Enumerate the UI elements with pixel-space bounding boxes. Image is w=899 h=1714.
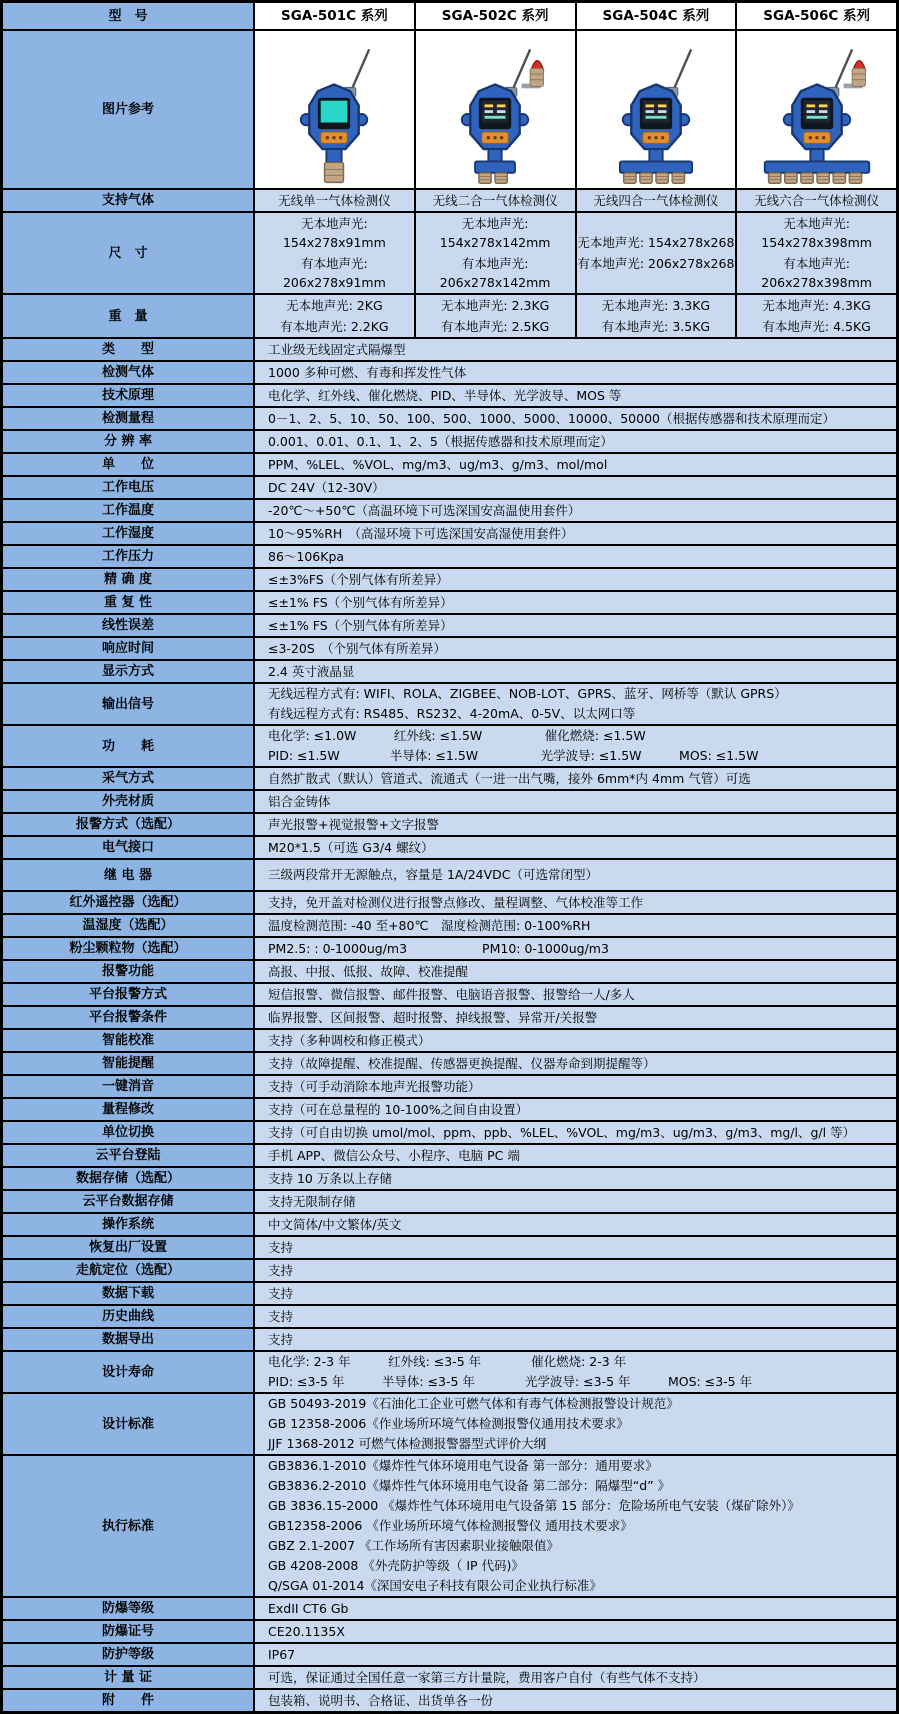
value-line: 无线远程方式有: WIFI、ROLA、ZIGBEE、NOB-LOT、GPRS、蓝牙、网桥等（默认 GPRS） — [268, 686, 787, 701]
spec-row-label: 防护等级 — [3, 1644, 253, 1665]
spec-row-value — [253, 684, 896, 724]
spec-row — [3, 659, 896, 682]
spec-row-value — [253, 938, 896, 959]
spec-row-value — [253, 1122, 896, 1143]
value-line: 高报、中报、低报、故障、校准提醒 — [268, 963, 469, 979]
value-line: CE20.1135X — [268, 1623, 345, 1639]
value-line: ExdII CT6 Gb — [268, 1600, 349, 1616]
spec-row — [3, 1304, 896, 1327]
spec-row-value — [253, 1214, 896, 1235]
value-line: GB12358-2006 《作业场所环境气体检测报警仪 通用技术要求》 — [268, 1518, 633, 1533]
spec-row — [3, 766, 896, 789]
table-header-row — [3, 3, 896, 29]
spec-row — [3, 1120, 896, 1143]
spec-row — [3, 724, 896, 766]
value-line: GB3836.2-2010《爆炸性气体环境用电气设备 第二部分：隔爆型“d” 》 — [268, 1478, 671, 1493]
grid-row — [3, 211, 896, 293]
value-line: 短信报警、微信报警、邮件报警、电脑语音报警、报警给一人/多人 — [268, 986, 635, 1002]
value-line: IP67 — [268, 1646, 296, 1662]
value-line: PID: ≤1.5W 半导体: ≤1.5W 光学波导: ≤1.5W MOS: ≤1.5W — [268, 748, 759, 763]
value-line: 有本地声光: 206x278x398mm — [761, 256, 872, 290]
grid-row-cell — [735, 213, 896, 293]
value-line: 可选，保证通过全国任意一家第三方计量院，费用客户自付（有些气体不支持） — [268, 1669, 706, 1685]
spec-row-value — [253, 569, 896, 590]
spec-row-value — [253, 1237, 896, 1258]
model-header-1: SGA-502C 系列 — [414, 3, 575, 29]
spec-row-value — [253, 523, 896, 544]
value-line: 手机 APP、微信公众号、小程序、电脑 PC 端 — [268, 1147, 520, 1163]
spec-row — [3, 475, 896, 498]
value-line: 支持（可在总量程的 10-100%之间自由设置） — [268, 1101, 529, 1117]
spec-row — [3, 1005, 896, 1028]
spec-row-label: 温湿度（选配） — [3, 915, 253, 936]
grid-row-cell — [253, 295, 414, 337]
value-line: 无本地声光: 3.3KG — [601, 298, 711, 313]
value-line: 有本地声光: 206x278x142mm — [439, 256, 551, 290]
spec-row-value — [253, 1283, 896, 1304]
grid-row-cell — [575, 295, 736, 337]
spec-row — [3, 789, 896, 812]
spec-row-label: 操作系统 — [3, 1214, 253, 1235]
grid-row-label: 重 量 — [3, 295, 253, 337]
value-line: 1000 多种可燃、有毒和挥发性气体 — [268, 364, 467, 380]
model-header-3: SGA-506C 系列 — [735, 3, 896, 29]
spec-row — [3, 1212, 896, 1235]
value-line: GBZ 2.1-2007 《工作场所有害因素职业接触限值》 — [268, 1538, 559, 1553]
spec-row-value — [253, 592, 896, 613]
value-line: 有本地声光: 206x278x91mm — [282, 256, 386, 290]
spec-row-label: 线性误差 — [3, 615, 253, 636]
spec-row-value — [253, 726, 896, 766]
spec-row — [3, 337, 896, 360]
spec-row — [3, 890, 896, 913]
spec-row — [3, 1097, 896, 1120]
value-line: 包装箱、说明书、合格证、出货单各一份 — [268, 1692, 494, 1708]
spec-row-label: 平台报警方式 — [3, 984, 253, 1005]
value-line: 无本地声光: 154x278x91mm — [282, 216, 386, 250]
value-line: PPM、%LEL、%VOL、mg/m3、ug/m3、g/m3、mol/mol — [268, 456, 608, 472]
spec-row — [3, 936, 896, 959]
value-line: 无线二合一气体检测仪 — [432, 193, 558, 208]
spec-row-label: 报警功能 — [3, 961, 253, 982]
spec-row — [3, 1665, 896, 1688]
spec-row — [3, 1074, 896, 1097]
value-line: 支持（可手动消除本地声光报警功能） — [268, 1078, 481, 1094]
value-line: 支持 — [268, 1331, 294, 1347]
spec-row — [3, 1189, 896, 1212]
value-line: 无本地声光: 2KG — [286, 298, 383, 313]
spec-row-label: 执行标准 — [3, 1456, 253, 1596]
value-line: 无线六合一气体检测仪 — [754, 193, 880, 208]
grid-row — [3, 293, 896, 337]
model-header-0: SGA-501C 系列 — [253, 3, 414, 29]
spec-row — [3, 1454, 896, 1596]
spec-row-value — [253, 385, 896, 406]
spec-row-label: 历史曲线 — [3, 1306, 253, 1327]
spec-row-value — [253, 768, 896, 789]
spec-row-label: 设计寿命 — [3, 1352, 253, 1392]
spec-row-label: 恢复出厂设置 — [3, 1237, 253, 1258]
value-line: 86～106Kpa — [268, 548, 345, 564]
spec-row-label: 采气方式 — [3, 768, 253, 789]
spec-row-label: 防爆证号 — [3, 1621, 253, 1642]
spec-row-label: 工作压力 — [3, 546, 253, 567]
value-line: 支持（故障提醒、校准提醒、传感器更换提醒、仪器寿命到期提醒等） — [268, 1055, 656, 1071]
value-line: 支持 — [268, 1262, 294, 1278]
value-line: ≤±1% FS（个别气体有所差异） — [268, 594, 453, 610]
value-line: 无本地声光: 2.3KG — [440, 298, 550, 313]
spec-row-label: 检测量程 — [3, 408, 253, 429]
value-line: 无本地声光: 154x278x268 — [577, 235, 735, 250]
spec-row-value — [253, 837, 896, 858]
spec-row — [3, 812, 896, 835]
image-row-label: 图片参考 — [3, 31, 253, 188]
spec-row-label: 工作温度 — [3, 500, 253, 521]
value-line: 临界报警、区间报警、超时报警、掉线报警、异常开/关报警 — [268, 1009, 598, 1025]
spec-row — [3, 1642, 896, 1665]
spec-row-value — [253, 1030, 896, 1051]
spec-row — [3, 544, 896, 567]
model-header-label: 型 号 — [3, 3, 253, 29]
spec-row — [3, 1051, 896, 1074]
spec-row-label: 检测气体 — [3, 362, 253, 383]
spec-row-value — [253, 408, 896, 429]
spec-row-value — [253, 454, 896, 475]
spec-row-value — [253, 500, 896, 521]
spec-row-label: 一键消音 — [3, 1076, 253, 1097]
spec-row-value — [253, 1394, 896, 1454]
spec-row — [3, 1258, 896, 1281]
spec-row — [3, 1281, 896, 1304]
spec-row-label: 云平台数据存储 — [3, 1191, 253, 1212]
grid-row-cell — [735, 295, 896, 337]
value-line: ≤±1% FS（个别气体有所差异） — [268, 617, 453, 633]
grid-row-cell — [735, 190, 896, 211]
value-line: 有本地声光: 2.2KG — [280, 319, 389, 334]
spec-row-label: 计 量 证 — [3, 1667, 253, 1688]
spec-row-label: 重 复 性 — [3, 592, 253, 613]
spec-row — [3, 982, 896, 1005]
value-line: GB 50493-2019《石油化工企业可燃气体和有毒气体检测报警设计规范》 — [268, 1396, 679, 1411]
spec-row-value — [253, 431, 896, 452]
spec-row-label: 数据下载 — [3, 1283, 253, 1304]
value-line: 支持无限制存储 — [268, 1193, 356, 1209]
spec-row — [3, 959, 896, 982]
grid-row-cell — [253, 213, 414, 293]
spec-row-value — [253, 814, 896, 835]
spec-row-label: 云平台登陆 — [3, 1145, 253, 1166]
spec-row-value — [253, 1260, 896, 1281]
spec-row-label: 防爆等级 — [3, 1598, 253, 1619]
image-reference-row — [3, 29, 896, 188]
spec-row-label: 精 确 度 — [3, 569, 253, 590]
spec-row-label: 响应时间 — [3, 638, 253, 659]
value-line: 电化学: 2-3 年 红外线: ≤3-5 年 催化燃烧: 2-3 年 — [268, 1354, 627, 1369]
value-line: 支持，免开盖对检测仪进行报警点修改、量程调整、气体校准等工作 — [268, 894, 644, 910]
value-line: DC 24V（12-30V） — [268, 479, 385, 495]
value-line: Q/SGA 01-2014《深国安电子科技有限公司企业执行标准》 — [268, 1578, 602, 1593]
spec-row-label: 平台报警条件 — [3, 1007, 253, 1028]
value-line: 支持（多种调校和修正模式） — [268, 1032, 431, 1048]
grid-row-cell — [414, 295, 575, 337]
grid-row-cell — [253, 190, 414, 211]
spec-row-value — [253, 339, 896, 360]
value-line: 支持 — [268, 1239, 294, 1255]
value-line: 无本地声光: 154x278x398mm — [761, 216, 872, 250]
value-line: ≤3-20S （个别气体有所差异） — [268, 640, 447, 656]
value-line: 无本地声光: 4.3KG — [762, 298, 871, 313]
spec-row-label: 电气接口 — [3, 837, 253, 858]
spec-row — [3, 590, 896, 613]
spec-row — [3, 567, 896, 590]
spec-row-value — [253, 1191, 896, 1212]
spec-row-label: 工作电压 — [3, 477, 253, 498]
spec-row-value — [253, 1099, 896, 1120]
spec-row — [3, 406, 896, 429]
value-line: 支持（可自由切换 umol/mol、ppm、ppb、%LEL、%VOL、mg/m3、ug/m3、g/m3、mg/l、g/l 等） — [268, 1124, 856, 1140]
value-line: 10～95%RH （高湿环境下可选深国安高湿使用套件） — [268, 525, 574, 541]
value-line: 声光报警+视觉报警+文字报警 — [268, 816, 439, 832]
spec-row-label: 单 位 — [3, 454, 253, 475]
sga-504c-detector-image — [575, 31, 736, 188]
spec-row-value — [253, 615, 896, 636]
spec-row-label: 走航定位（选配） — [3, 1260, 253, 1281]
grid-row-cell — [414, 190, 575, 211]
spec-row-value — [253, 1145, 896, 1166]
spec-row-label: 智能校准 — [3, 1030, 253, 1051]
value-line: 支持 — [268, 1308, 294, 1324]
value-line: 温度检测范围: -40 至+80℃ 湿度检测范围: 0-100%RH — [268, 917, 591, 933]
value-line: M20*1.5（可选 G3/4 螺纹） — [268, 839, 434, 855]
spec-row-value — [253, 546, 896, 567]
value-line: 支持 10 万条以上存储 — [268, 1170, 392, 1186]
spec-row-label: 量程修改 — [3, 1099, 253, 1120]
spec-row — [3, 360, 896, 383]
spec-row-label: 设计标准 — [3, 1394, 253, 1454]
spec-row — [3, 521, 896, 544]
spec-row-value — [253, 1076, 896, 1097]
spec-row-value — [253, 1306, 896, 1327]
value-line: GB 3836.15-2000 《爆炸性气体环境用电气设备第 15 部分：危险场所电气安装（煤矿除外）》 — [268, 1498, 800, 1513]
grid-row-label: 尺 寸 — [3, 213, 253, 293]
value-line: PID: ≤3-5 年 半导体: ≤3-5 年 光学波导: ≤3-5 年 MOS: ≤3-5 年 — [268, 1374, 753, 1389]
spec-row — [3, 1619, 896, 1642]
spec-row-value — [253, 984, 896, 1005]
value-line: 铝合金铸体 — [268, 793, 331, 809]
spec-row — [3, 498, 896, 521]
spec-row-label: 单位切换 — [3, 1122, 253, 1143]
value-line: 2.4 英寸液晶显 — [268, 663, 355, 679]
spec-row-label: 红外遥控器（选配） — [3, 892, 253, 913]
value-line: 有线远程方式有: RS485、RS232、4-20mA、0-5V、以太网口等 — [268, 706, 636, 721]
spec-row-label: 继 电 器 — [3, 860, 253, 890]
spec-row — [3, 1327, 896, 1350]
spec-row-label: 报警方式（选配） — [3, 814, 253, 835]
sga-501c-detector-image — [253, 31, 414, 188]
value-line: 支持 — [268, 1285, 294, 1301]
spec-row — [3, 1350, 896, 1392]
spec-row-value — [253, 1329, 896, 1350]
spec-row-value — [253, 1007, 896, 1028]
grid-row-cell — [575, 213, 736, 293]
spec-row-value — [253, 638, 896, 659]
spec-row-value — [253, 915, 896, 936]
value-line: JJF 1368-2012 可燃气体检测报警器型式评价大纲 — [268, 1436, 547, 1451]
spec-row-label: 数据导出 — [3, 1329, 253, 1350]
spec-row-label: 功 耗 — [3, 726, 253, 766]
spec-row-label: 粉尘颗粒物（选配） — [3, 938, 253, 959]
grid-row-cell — [575, 190, 736, 211]
value-line: -20℃～+50℃（高温环境下可选深国安高温使用套件） — [268, 502, 581, 518]
spec-row — [3, 682, 896, 724]
value-line: 有本地声光: 206x278x268 — [577, 256, 735, 271]
spec-row-label: 工作湿度 — [3, 523, 253, 544]
spec-row — [3, 1143, 896, 1166]
spec-row-value — [253, 1644, 896, 1665]
spec-row — [3, 452, 896, 475]
spec-row-value — [253, 791, 896, 812]
spec-row-value — [253, 1690, 896, 1711]
value-line: 有本地声光: 3.5KG — [601, 319, 711, 334]
spec-row — [3, 1235, 896, 1258]
value-line: GB3836.1-2010《爆炸性气体环境用电气设备 第一部分：通用要求》 — [268, 1458, 658, 1473]
value-line: 中文简体/中文繁体/英文 — [268, 1216, 402, 1232]
spec-row-value — [253, 892, 896, 913]
spec-row — [3, 835, 896, 858]
spec-row-label: 技术原理 — [3, 385, 253, 406]
sga-506c-detector-image — [735, 31, 896, 188]
spec-row-value — [253, 961, 896, 982]
value-line: 工业级无线固定式隔爆型 — [268, 341, 406, 357]
spec-row-value — [253, 1456, 896, 1596]
spec-row-label: 智能提醒 — [3, 1053, 253, 1074]
spec-row — [3, 858, 896, 890]
spec-row — [3, 913, 896, 936]
value-line: 有本地声光: 2.5KG — [440, 319, 550, 334]
spec-row-label: 分 辨 率 — [3, 431, 253, 452]
spec-row-value — [253, 1667, 896, 1688]
spec-row — [3, 1596, 896, 1619]
spec-row — [3, 636, 896, 659]
value-line: 0.001、0.01、0.1、1、2、5（根据传感器和技术原理而定） — [268, 433, 613, 449]
value-line: GB 12358-2006《作业场所环境气体检测报警仪通用技术要求》 — [268, 1416, 629, 1431]
spec-row — [3, 1392, 896, 1454]
value-line: 无线四合一气体检测仪 — [593, 193, 719, 208]
value-line: 无本地声光: 154x278x142mm — [439, 216, 551, 250]
spec-row-value — [253, 661, 896, 682]
spec-row-value — [253, 1598, 896, 1619]
spec-row-value — [253, 1621, 896, 1642]
grid-row — [3, 188, 896, 211]
spec-row — [3, 1166, 896, 1189]
spec-row-label: 附 件 — [3, 1690, 253, 1711]
value-line: 0－1、2、5、10、50、100、500、1000、5000、10000、50000（根据传感器和技术原理而定） — [268, 410, 835, 426]
sga-502c-detector-image — [414, 31, 575, 188]
model-header-2: SGA-504C 系列 — [575, 3, 736, 29]
spec-row-label: 显示方式 — [3, 661, 253, 682]
spec-row — [3, 1028, 896, 1051]
value-line: 有本地声光: 4.5KG — [762, 319, 871, 334]
spec-row-label: 数据存储（选配） — [3, 1168, 253, 1189]
grid-row-label: 支持气体 — [3, 190, 253, 211]
value-line: GB 4208-2008 《外壳防护等级（ IP 代码)》 — [268, 1558, 524, 1573]
value-line: 电化学: ≤1.0W 红外线: ≤1.5W 催化燃烧: ≤1.5W — [268, 728, 646, 743]
value-line: 自然扩散式（默认）管道式、流通式（一进一出气嘴，接外 6mm*内 4mm 气管）可选 — [268, 770, 751, 786]
value-line: 三级两段常开无源触点，容量是 1A/24VDC（可选常闭型） — [268, 867, 598, 882]
grid-row-cell — [414, 213, 575, 293]
spec-row — [3, 383, 896, 406]
spec-row-value — [253, 1168, 896, 1189]
spec-row-value — [253, 860, 896, 890]
spec-row — [3, 1688, 896, 1711]
spec-row-label: 类 型 — [3, 339, 253, 360]
spec-row-value — [253, 1053, 896, 1074]
spec-row-value — [253, 477, 896, 498]
spec-row — [3, 613, 896, 636]
spec-row-label: 输出信号 — [3, 684, 253, 724]
spec-row — [3, 429, 896, 452]
value-line: 电化学、红外线、催化燃烧、PID、半导体、光学波导、MOS 等 — [268, 387, 622, 403]
spec-row-label: 外壳材质 — [3, 791, 253, 812]
spec-row-value — [253, 1352, 896, 1392]
value-line: ≤±3%FS（个别气体有所差异） — [268, 571, 449, 587]
value-line: 无线单一气体检测仪 — [278, 193, 391, 208]
spec-row-value — [253, 362, 896, 383]
value-line: PM2.5: : 0-1000ug/m3 PM10: 0-1000ug/m3 — [268, 940, 609, 956]
